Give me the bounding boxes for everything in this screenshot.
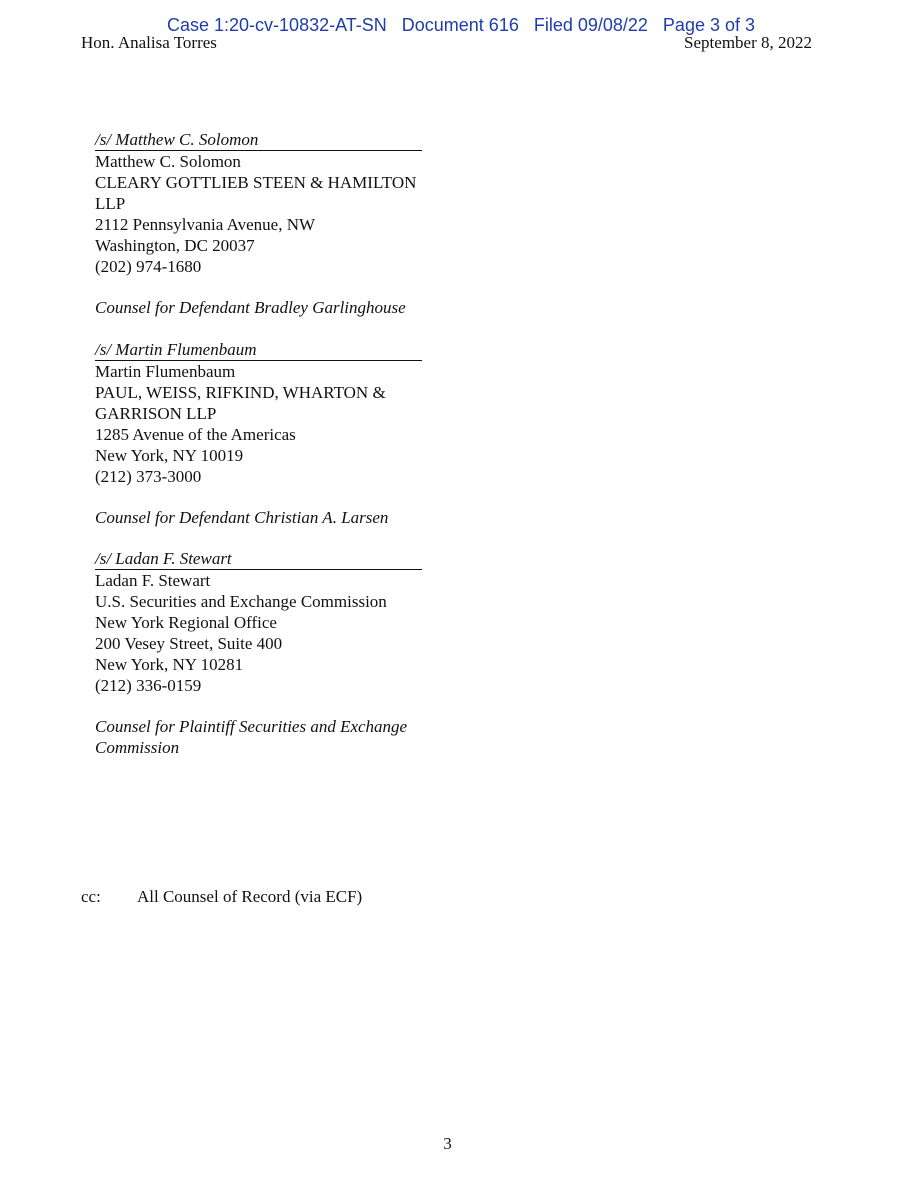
signature-line: /s/ Ladan F. Stewart [95,549,422,570]
firm-line: PAUL, WEISS, RIFKIND, WHARTON & [95,383,386,402]
ecf-filing-header: Case 1:20-cv-10832-AT-SN Document 616 Filed 09/08/22 Page 3 of 3 [167,15,755,35]
signer-name: Ladan F. Stewart [95,571,211,590]
counsel-designation-solomon [95,297,495,318]
signature-line: /s/ Martin Flumenbaum [95,340,422,361]
address-line: New York, NY 10281 [95,655,244,674]
counsel-designation-stewart [95,716,495,758]
address-line: New York, NY 10019 [95,446,244,465]
signer-name: Martin Flumenbaum [95,362,236,381]
address-line: 1285 Avenue of the Americas [95,425,296,444]
counsel-line: Counsel for Defendant Bradley Garlinghouse [95,298,406,317]
firm-line: CLEARY GOTTLIEB STEEN & HAMILTON [95,173,417,192]
counsel-line: Commission [95,738,180,757]
address-line: 2112 Pennsylvania Avenue, NW [95,215,316,234]
address-line: New York Regional Office [95,613,277,632]
firm-line: GARRISON LLP [95,404,217,423]
signer-name: Matthew C. Solomon [95,152,241,171]
signature-line: /s/ Matthew C. Solomon [95,130,422,151]
address-line: Washington, DC 20037 [95,236,255,255]
counsel-designation-flumenbaum [95,507,495,528]
address-line: 200 Vesey Street, Suite 400 [95,634,283,653]
phone-number: (202) 974-1680 [95,257,202,276]
signature-block-stewart [95,549,495,696]
counsel-line: Counsel for Plaintiff Securities and Exchange [95,717,408,736]
firm-line: LLP [95,194,126,213]
counsel-line: Counsel for Defendant Christian A. Larsen [95,508,389,527]
letter-date: September 8, 2022 [684,33,812,52]
page-number: 3 [443,1134,452,1153]
phone-number: (212) 336-0159 [95,676,202,695]
phone-number: (212) 373-3000 [95,467,202,486]
signature-block-solomon [95,130,495,277]
signature-block-flumenbaum [95,340,495,487]
cc-label: cc: [81,887,101,906]
addressee: Hon. Analisa Torres [81,33,217,52]
agency-line: U.S. Securities and Exchange Commission [95,592,387,611]
cc-recipients: All Counsel of Record (via ECF) [137,887,363,906]
